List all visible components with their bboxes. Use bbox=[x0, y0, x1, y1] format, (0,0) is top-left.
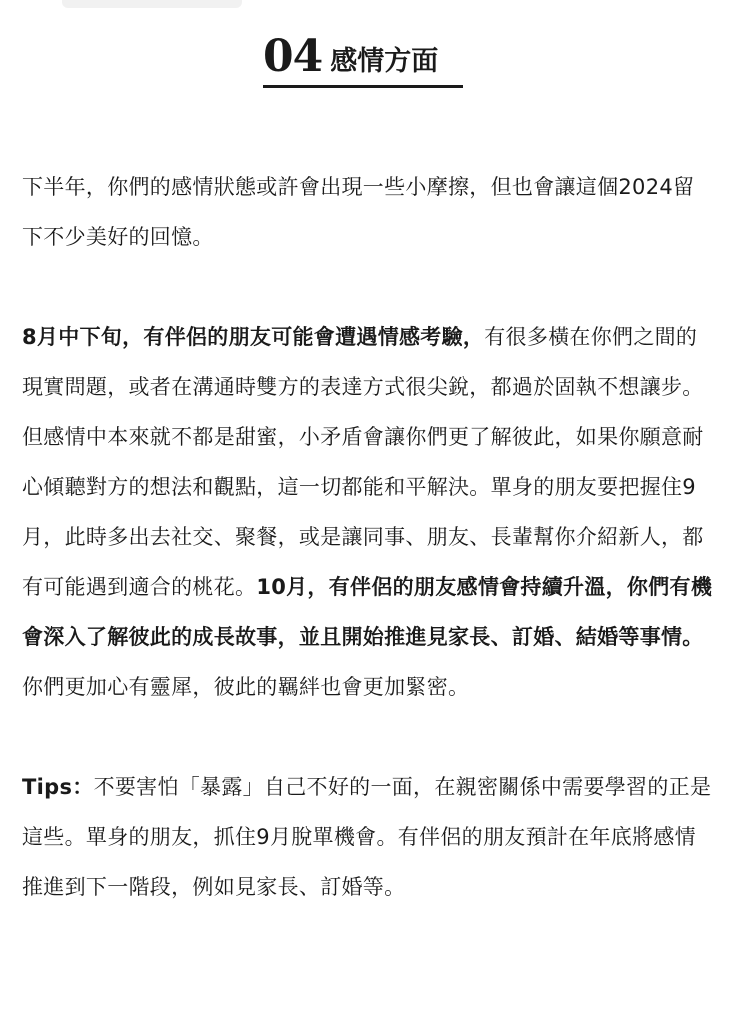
emphasis-text: 10月，有伴侶的朋友感情會持續升溫，你們有機會深入了解彼此的成長故事，並且開始推進見家長、訂婚、結婚等事情。 bbox=[22, 575, 713, 649]
article-body bbox=[22, 162, 714, 912]
emphasis-text: 8月中下旬，有伴侶的朋友可能會遭遇情感考驗， bbox=[22, 325, 485, 349]
paragraph-text: 你們更加心有靈犀，彼此的羈絆也會更加緊密。 bbox=[22, 675, 470, 699]
top-edge-shadow bbox=[62, 0, 242, 8]
paragraph-intro bbox=[22, 162, 714, 262]
section-title: 感情方面 bbox=[330, 46, 439, 77]
paragraph-text: 下半年，你們的感情狀態或許會出現一些小摩擦，但也會讓這個2024留下不少美好的回憶。 bbox=[22, 175, 695, 249]
paragraph-text: 不要害怕「暴露」自己不好的一面，在親密關係中需要學習的正是這些。單身的朋友，抓住9月脫單機會。有伴侶的朋友預計在年底將感情推進到下一階段，例如見家長、訂婚等。 bbox=[22, 775, 712, 899]
paragraph-tips bbox=[22, 762, 714, 912]
section-number: 04 bbox=[263, 31, 323, 82]
paragraph-text: 有很多橫在你們之間的現實問題，或者在溝通時雙方的表達方式很尖銳，都過於固執不想讓步。但感情中本來就不都是甜蜜，小矛盾會讓你們更了解彼此，如果你願意耐心傾聽對方的想法和觀點，這一切都能和平解決。單身的朋友要把握住9月，此時多出去社交、聚餐，或是讓同事、朋友、長輩幫你介紹新人，都有可能遇到適合的桃花。 bbox=[22, 325, 704, 599]
section-heading bbox=[263, 26, 463, 88]
paragraph-main bbox=[22, 312, 714, 712]
tips-label: Tips： bbox=[22, 775, 94, 799]
